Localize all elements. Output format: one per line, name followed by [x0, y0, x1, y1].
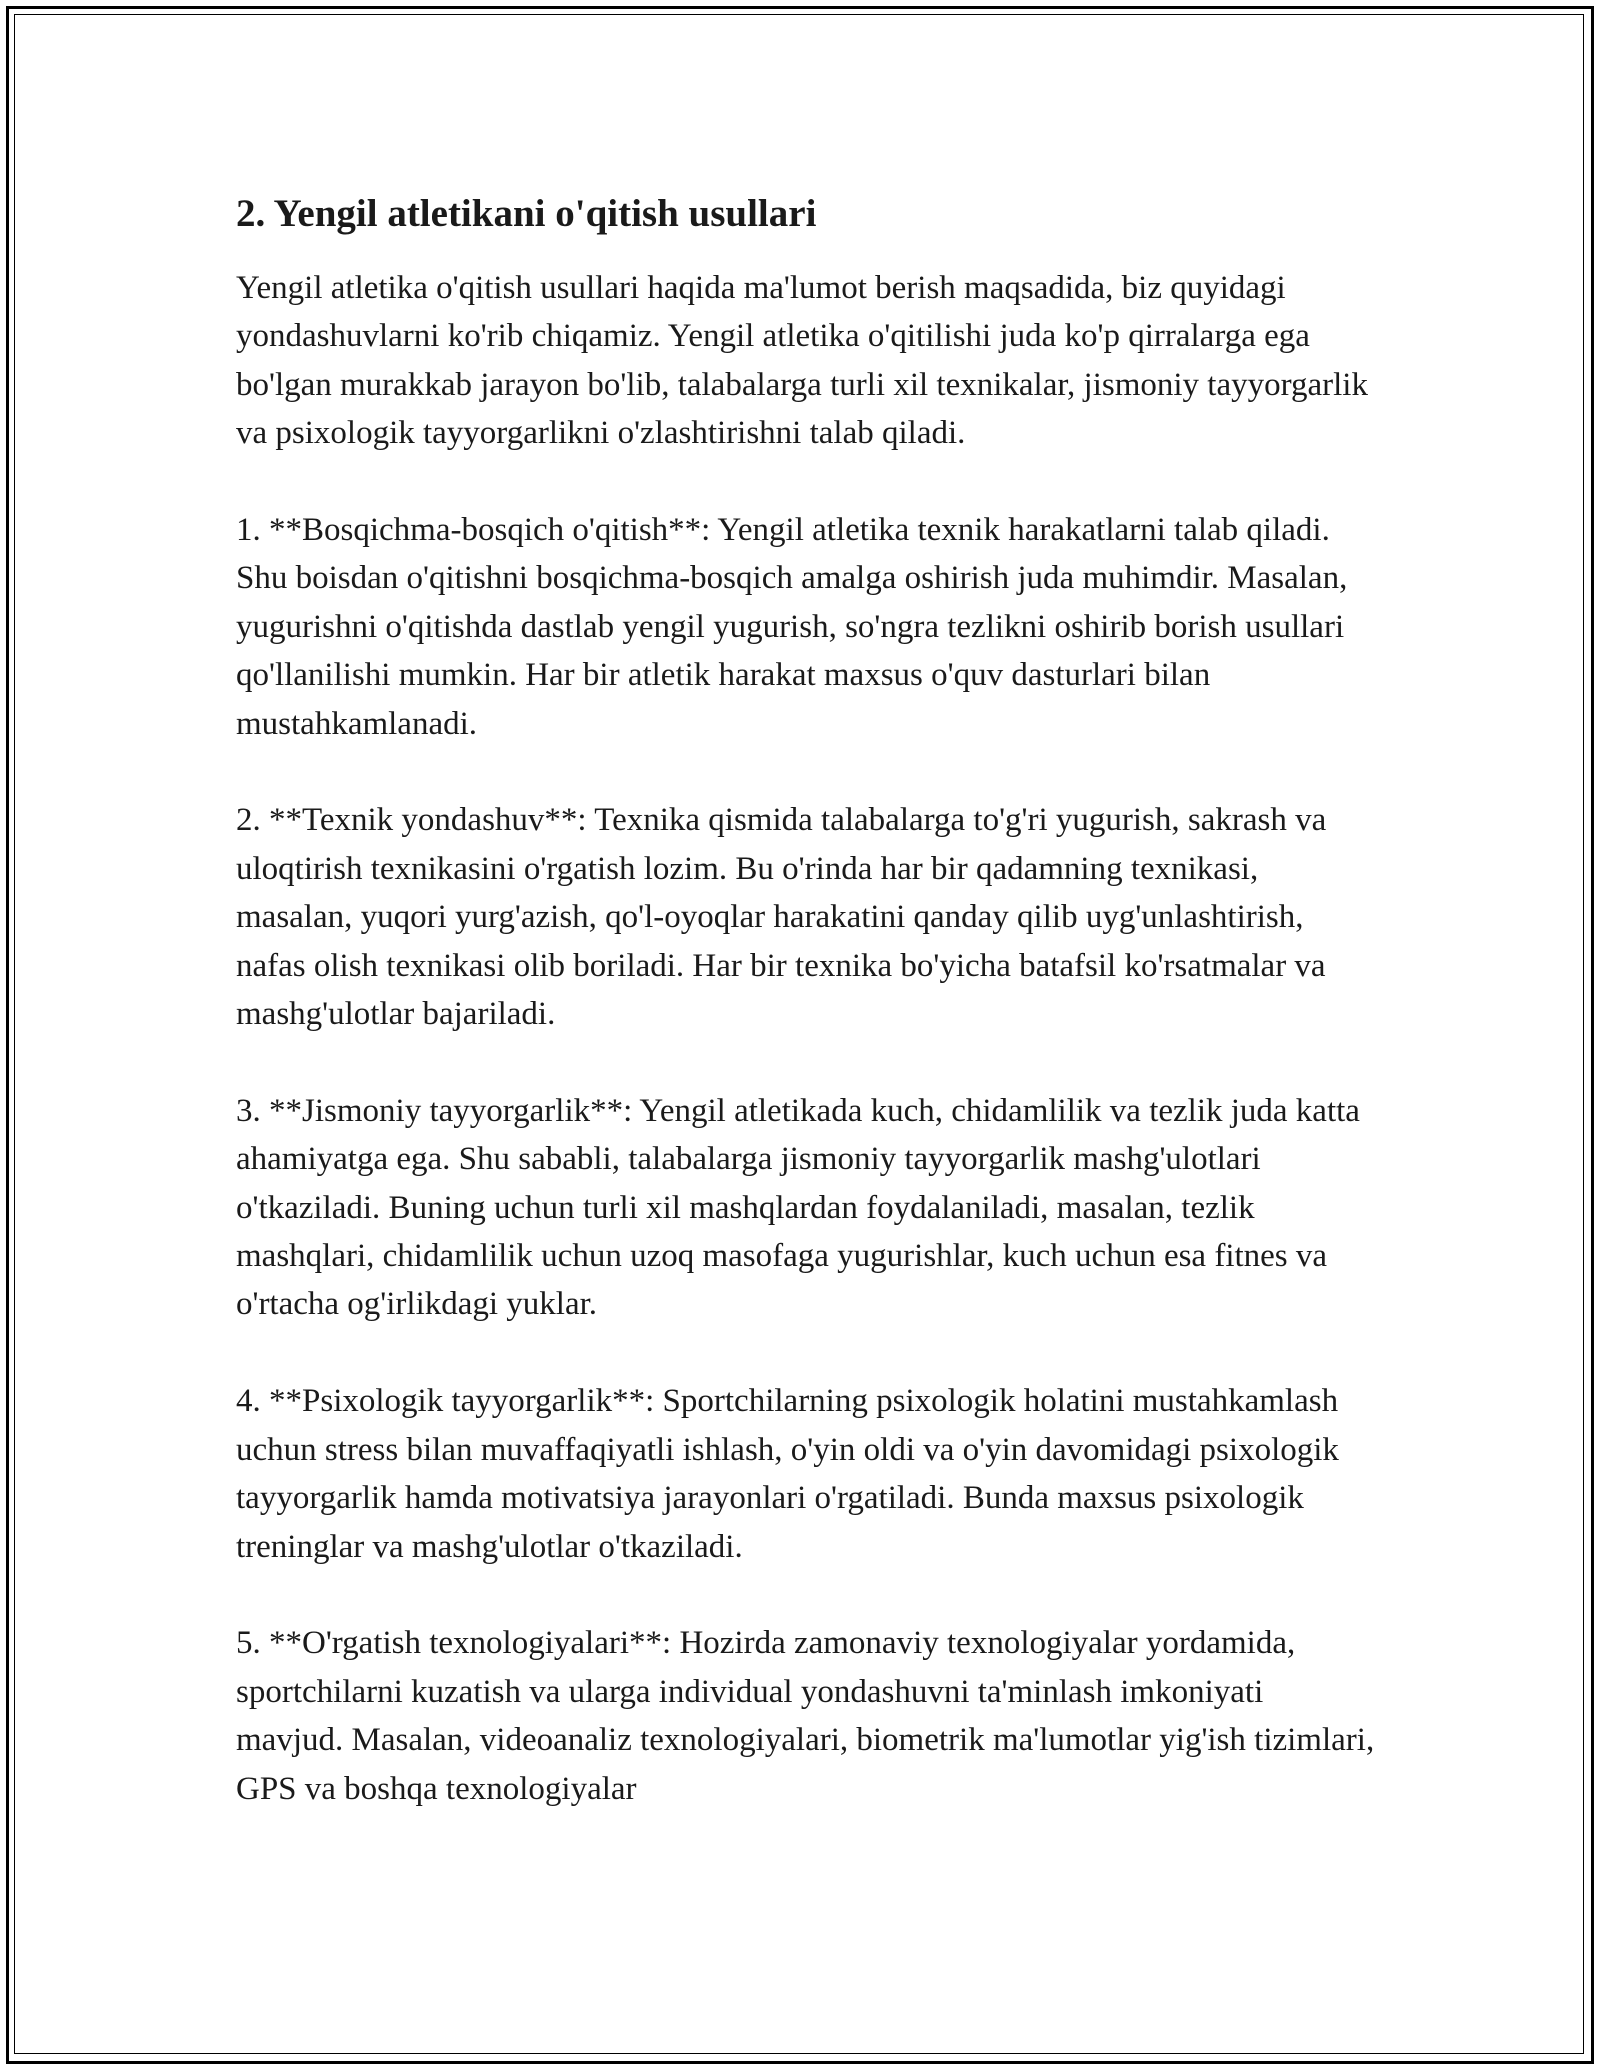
list-item-5-paragraph: 5. **O'rgatish texnologiyalari**: Hozirda zamonaviy texnologiyalar yordamida, sportchilarni kuzatish va ularga individual yondashuvni ta'minlash imkoniyati mavjud. Masalan, videoanaliz texnologiyalari, biometrik ma'lumotlar yig'ish tizimlari, GPS va boshqa texnologiyalar [236, 1625, 1375, 1807]
list-item-4-paragraph: 4. **Psixologik tayyorgarlik**: Sportchilarning psixologik holatini mustahkamlash uchun stress bilan muvaffaqiyatli ishlash, o'yin oldi va o'yin davomidagi psixologik tayyorgarlik hamda motivatsiya jarayonlari o'rgatiladi. Bunda maxsus psixologik treninglar va mashg'ulotlar o'tkaziladi. [236, 1383, 1339, 1565]
list-item-2-paragraph: 2. **Texnik yondashuv**: Texnika qismida talabalarga to'g'ri yugurish, sakrash va uloqtirish texnikasini o'rgatish lozim. Bu o'rinda har bir qadamning texnikasi, masalan, yuqori yurg'azish, qo'l-oyoqlar harakatini qanday qilib uyg'unlashtirish, nafas olish texnikasi olib boriladi. Har bir texnika bo'yicha batafsil ko'rsatmalar va mashg'ulotlar bajariladi. [236, 802, 1327, 1033]
section-heading: 2. Yengil atletikani o'qitish usullari [236, 192, 817, 235]
intro-paragraph: Yengil atletika o'qitish usullari haqida ma'lumot berish maqsadida, biz quyidagi yondashuvlarni ko'rib chiqamiz. Yengil atletika o'qitilishi juda ko'p qirralarga ega bo'lgan murakkab jarayon bo'lib, talabalarga turli xil texnikalar, jismoniy tayyorgarlik va psixologik tayyorgarlikni o'zlashtirishni talab qiladi. [236, 270, 1368, 452]
list-item-1-paragraph: 1. **Bosqichma-bosqich o'qitish**: Yengil atletika texnik harakatlarni talab qiladi. Shu boisdan o'qitishni bosqichma-bosqich amalga oshirish juda muhimdir. Masalan, yugurishni o'qitishda dastlab yengil yugurish, so'ngra tezlikni oshirib borish usullari qo'llanilishi mumkin. Har bir atletik harakat maxsus o'quv dasturlari bilan mustahkamlanadi. [236, 512, 1348, 742]
page-content [236, 186, 1376, 1861]
list-item-3-paragraph: 3. **Jismoniy tayyorgarlik**: Yengil atletikada kuch, chidamlilik va tezlik juda katta ahamiyatga ega. Shu sababli, talabalarga jismoniy tayyorgarlik mashg'ulotlari o'tkaziladi. Buning uchun turli xil mashqlardan foydalaniladi, masalan, tezlik mashqlari, chidamlilik uchun uzoq masofaga yugurishlar, kuch uchun esa fitnes va o'rtacha og'irlikdagi yuklar. [236, 1092, 1360, 1323]
